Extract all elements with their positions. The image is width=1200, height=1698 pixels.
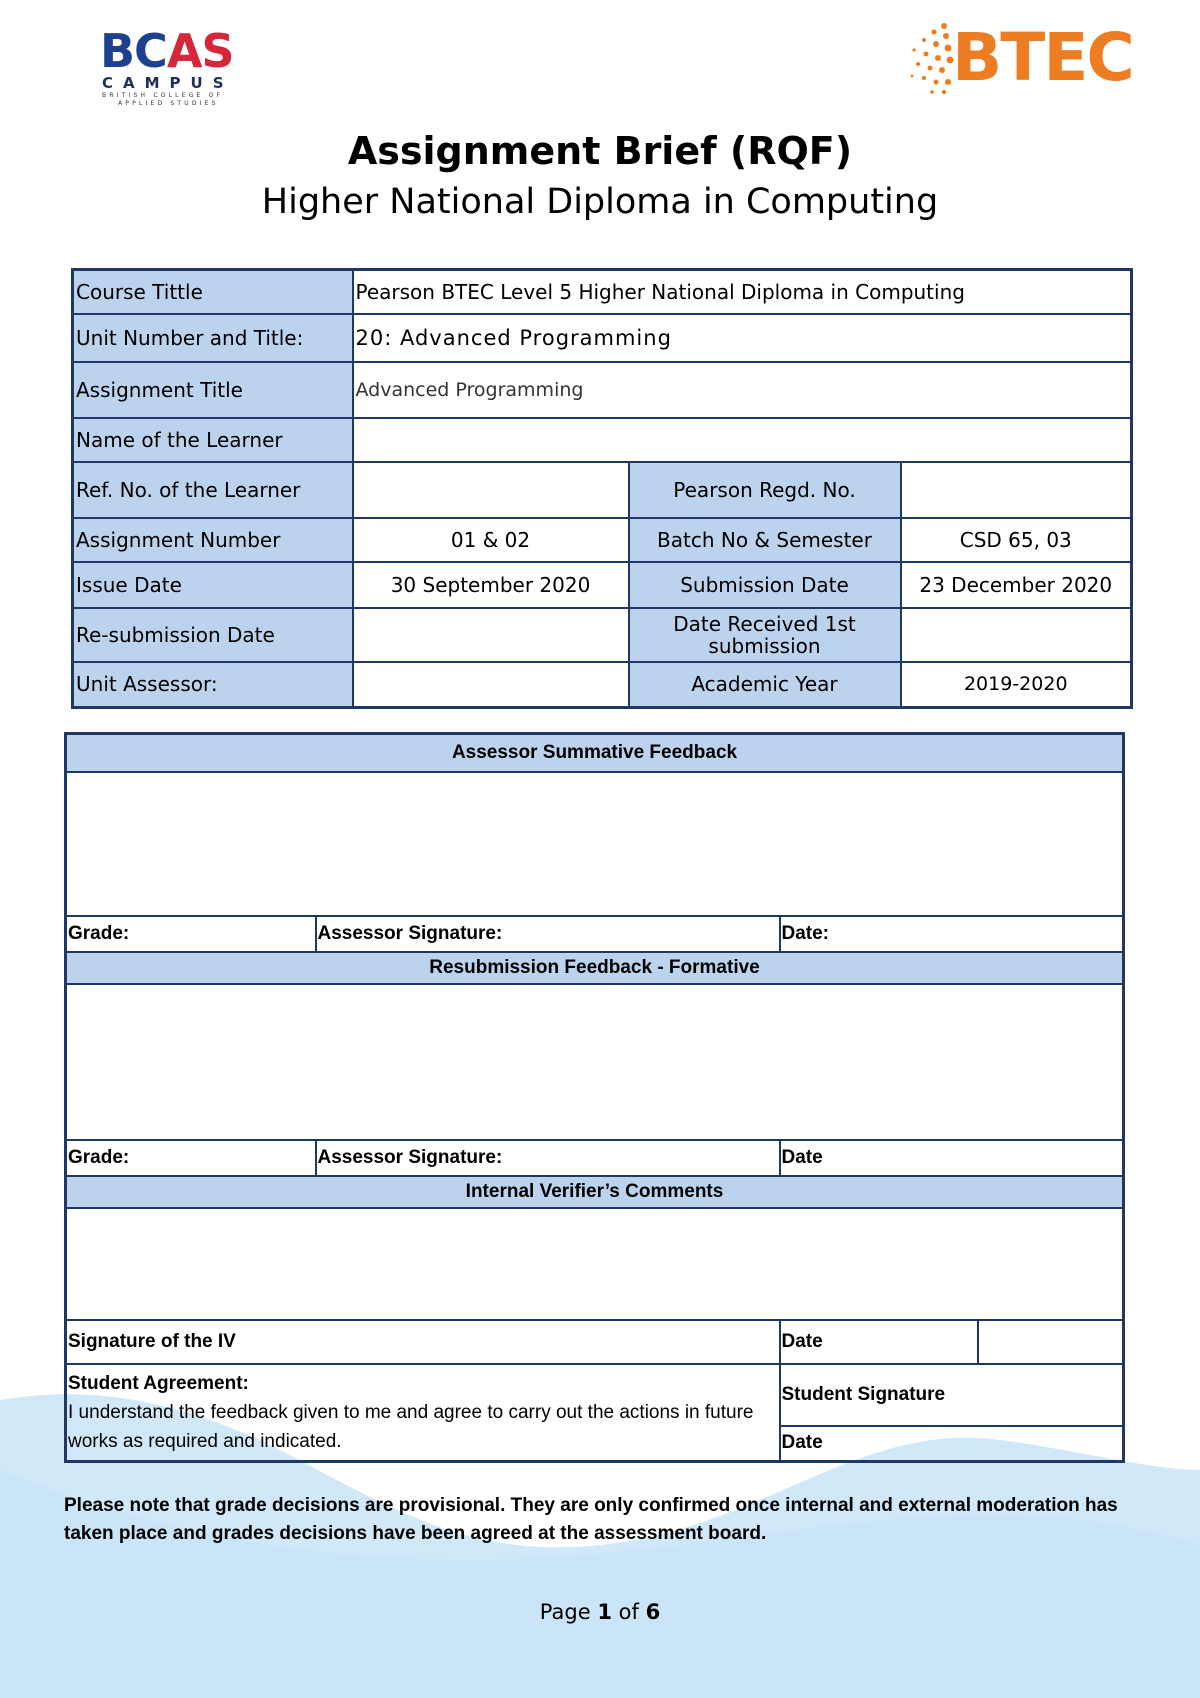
table-row	[73, 362, 1132, 418]
academic-year-value[interactable]: 2019-2020	[901, 662, 1132, 708]
table-row	[66, 734, 1124, 772]
table-row	[66, 984, 1124, 1140]
table-row	[73, 270, 1132, 314]
table-row	[73, 608, 1132, 662]
table-row	[73, 314, 1132, 362]
grade-label: Grade:	[66, 916, 316, 952]
batch-value[interactable]: CSD 65, 03	[901, 518, 1132, 562]
course-title-label: Course Tittle	[73, 270, 353, 314]
iv-comments-area[interactable]	[66, 1208, 1124, 1320]
table-row	[66, 916, 1124, 952]
date-received-field[interactable]	[901, 608, 1132, 662]
resubmission-date-field[interactable]	[353, 608, 629, 662]
assignment-number-value[interactable]: 01 & 02	[353, 518, 629, 562]
date-label-2: Date	[780, 1140, 1124, 1176]
table-row	[73, 518, 1132, 562]
resubmission-date-label: Re-submission Date	[73, 608, 353, 662]
assignment-info-table	[71, 268, 1133, 709]
unit-label: Unit Number and Title:	[73, 314, 353, 362]
page-number: Page 1 of 6	[539, 1600, 661, 1624]
table-row	[73, 418, 1132, 462]
table-row	[66, 1364, 1124, 1426]
resubmission-feedback-area[interactable]	[66, 984, 1124, 1140]
table-row	[73, 462, 1132, 518]
table-row	[66, 952, 1124, 984]
assignment-title-label: Assignment Title	[73, 362, 353, 418]
student-date-label: Date	[780, 1426, 1124, 1462]
student-agreement	[66, 1364, 780, 1462]
student-agreement-title: Student Agreement:	[68, 1372, 249, 1394]
iv-signature-label: Signature of the IV	[66, 1320, 780, 1364]
student-signature-label: Student Signature	[780, 1364, 1124, 1426]
table-row	[66, 772, 1124, 916]
unit-assessor-field[interactable]	[353, 662, 629, 708]
submission-date-value[interactable]: 23 December 2020	[901, 562, 1132, 608]
table-row	[73, 662, 1132, 708]
date-label: Date:	[780, 916, 1124, 952]
ref-no-label: Ref. No. of the Learner	[73, 462, 353, 518]
grade-note: Please note that grade decisions are provisional. They are only confirmed once internal and external moderation has taken place and grades decisions have been agreed at the assessment board.	[64, 1495, 1118, 1544]
learner-name-label: Name of the Learner	[73, 418, 353, 462]
ref-no-field[interactable]	[353, 462, 629, 518]
grade-label-2: Grade:	[66, 1140, 316, 1176]
iv-date-field[interactable]	[978, 1320, 1124, 1364]
btec-logo: BTEC	[904, 16, 1154, 96]
batch-label: Batch No & Semester	[629, 518, 901, 562]
summative-feedback-area[interactable]	[66, 772, 1124, 916]
table-row	[73, 562, 1132, 608]
unit-value[interactable]: 20: Advanced Programming	[353, 314, 1132, 362]
assessor-signature-label-2: Assessor Signature:	[316, 1140, 780, 1176]
table-row	[66, 1320, 1124, 1364]
pearson-regd-label: Pearson Regd. No.	[629, 462, 901, 518]
submission-date-label: Submission Date	[629, 562, 901, 608]
assignment-number-label: Assignment Number	[73, 518, 353, 562]
summative-feedback-header: Assessor Summative Feedback	[66, 734, 1124, 772]
table-row	[66, 1208, 1124, 1320]
page-subtitle: Higher National Diploma in Computing	[261, 182, 939, 222]
iv-comments-header: Internal Verifier’s Comments	[66, 1176, 1124, 1208]
learner-name-field[interactable]	[353, 418, 1132, 462]
course-title-value[interactable]: Pearson BTEC Level 5 Higher National Diploma in Computing	[353, 270, 1132, 314]
student-agreement-text: I understand the feedback given to me and agree to carry out the actions in future works as required and indicated.	[68, 1401, 754, 1452]
issue-date-label: Issue Date	[73, 562, 353, 608]
iv-date-label: Date	[780, 1320, 978, 1364]
issue-date-value[interactable]: 30 September 2020	[353, 562, 629, 608]
table-row	[66, 1176, 1124, 1208]
academic-year-label: Academic Year	[629, 662, 901, 708]
pearson-regd-field[interactable]	[901, 462, 1132, 518]
page-title: Assignment Brief (RQF)	[347, 129, 853, 173]
resubmission-feedback-header: Resubmission Feedback - Formative	[66, 952, 1124, 984]
feedback-table	[64, 732, 1125, 1463]
table-row	[66, 1140, 1124, 1176]
assessor-signature-label: Assessor Signature:	[316, 916, 780, 952]
date-received-label: Date Received 1st submission	[629, 608, 901, 662]
bcas-campus-logo: BCAS CAMPUS BRITISH COLLEGE OF APPLIED STUDIES	[100, 24, 234, 107]
assignment-title-value[interactable]: Advanced Programming	[353, 362, 1132, 418]
unit-assessor-label: Unit Assessor:	[73, 662, 353, 708]
